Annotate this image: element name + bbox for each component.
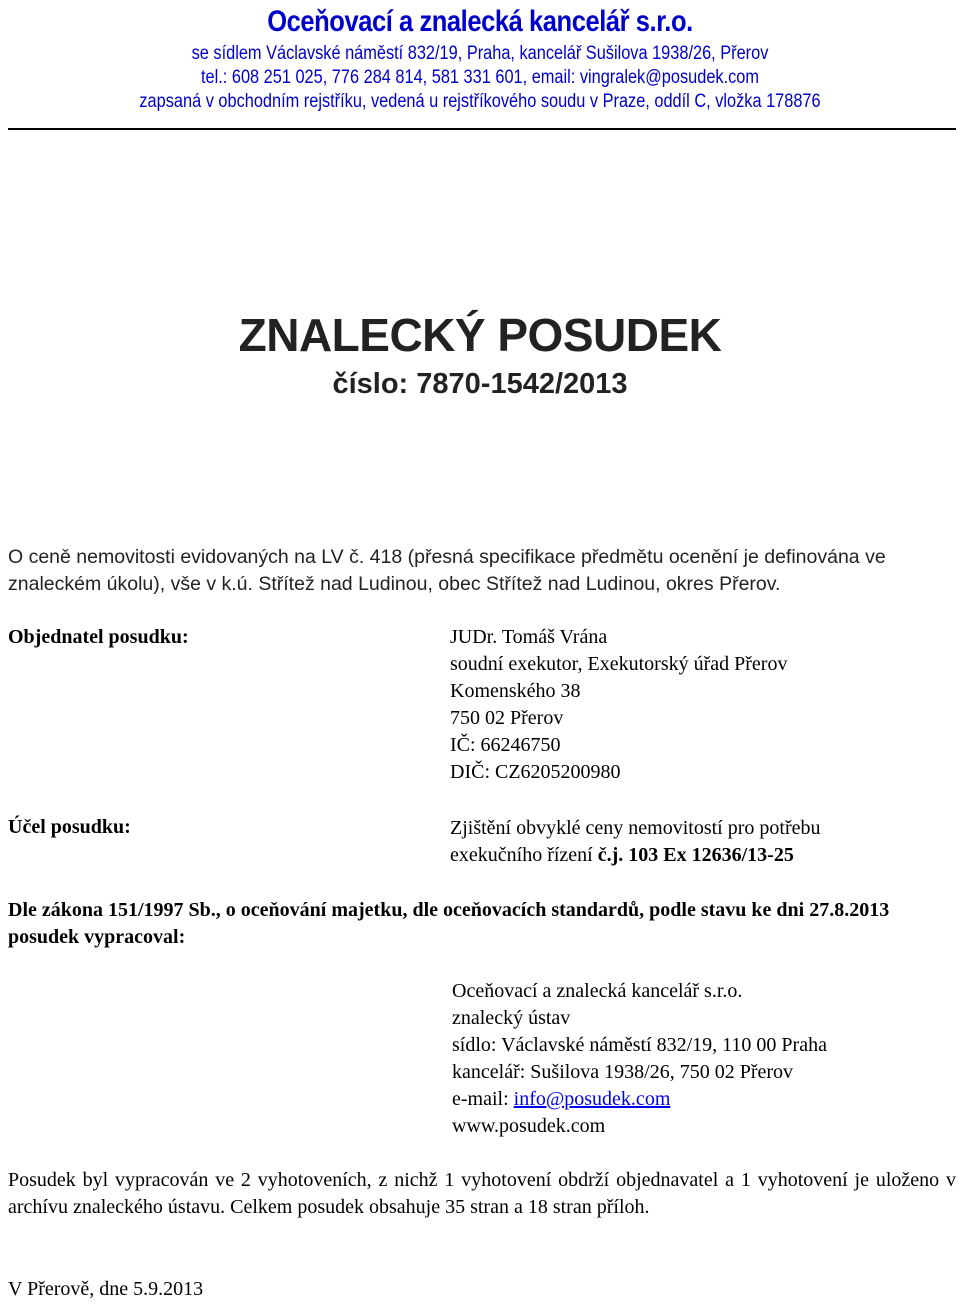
company-name: Oceňovací a znalecká kancelář s.r.o. xyxy=(267,5,693,38)
final-paragraph: Posudek byl vypracován ve 2 vyhotoveních, z nichž 1 vyhotovení obdrží objednavatel a 1 vyhotovení je uloženo v archívu znaleckého ústavu. Celkem posudek obsahuje 35 stran a 18 stran příloh. xyxy=(8,1169,956,1218)
office-name: Oceňovací a znalecká kancelář s.r.o. xyxy=(452,980,743,1002)
office-seat: sídlo: Václavské náměstí 832/19, 110 00 Praha xyxy=(452,1034,827,1056)
document-number: číslo: 7870-1542/2013 xyxy=(332,368,628,400)
company-registration: zapsaná v obchodním rejstříku, vedená u rejstříkového soudu v Praze, oddíl C, vložka 178876 xyxy=(139,91,821,112)
client-name: JUDr. Tomáš Vrána xyxy=(450,626,608,648)
document-title: ZNALECKÝ POSUDEK xyxy=(238,309,722,361)
office-web: www.posudek.com xyxy=(452,1115,606,1137)
client-ic: IČ: 66246750 xyxy=(450,734,561,756)
intro-paragraph: O ceně nemovitosti evidovaných na LV č. 418 (přesná specifikace předmětu ocenění je definována ve znaleckém úkolu), vše v k.ú. Střítež nad Ludinou, obec Střítež nad Ludinou, okres Přerov. xyxy=(8,546,886,595)
header-divider xyxy=(8,128,956,130)
purpose-line-2 xyxy=(450,842,821,869)
purpose-label: Účel posudku: xyxy=(8,816,131,838)
client-details xyxy=(450,624,787,786)
client-street: Komenského 38 xyxy=(450,680,581,702)
company-address: se sídlem Václavské náměstí 832/19, Praha, kancelář Sušilova 1938/26, Přerov xyxy=(191,43,769,64)
letterhead xyxy=(0,0,960,114)
office-branch: kancelář: Sušilova 1938/26, 750 02 Přerov xyxy=(452,1061,794,1083)
email-link[interactable]: info@posudek.com xyxy=(513,1088,671,1110)
company-contacts: tel.: 608 251 025, 776 284 814, 581 331 601, email: vingralek@posudek.com xyxy=(200,67,760,88)
law-statement: Dle zákona 151/1997 Sb., o oceňování majetku, dle oceňovacích standardů, podle stavu ke dni 27.8.2013 posudek vypracoval: xyxy=(8,899,890,948)
office-type: znalecký ústav xyxy=(452,1007,571,1029)
purpose-line-2-text: exekučního řízení xyxy=(450,844,598,866)
place-date: V Přerově, dne 5.9.2013 xyxy=(8,1278,204,1300)
client-label: Objednatel posudku: xyxy=(8,626,189,648)
email-label: e-mail: xyxy=(452,1088,514,1110)
purpose-details xyxy=(450,815,821,869)
office-email-line xyxy=(452,1086,827,1113)
client-city: 750 02 Přerov xyxy=(450,707,564,729)
client-dic: DIČ: CZ6205200980 xyxy=(450,761,621,783)
office-details xyxy=(452,978,827,1140)
client-role: soudní exekutor, Exekutorský úřad Přerov xyxy=(450,653,788,675)
case-reference: č.j. 103 Ex 12636/13-25 xyxy=(597,844,794,866)
purpose-line-1: Zjištění obvyklé ceny nemovitostí pro potřebu xyxy=(450,817,821,839)
